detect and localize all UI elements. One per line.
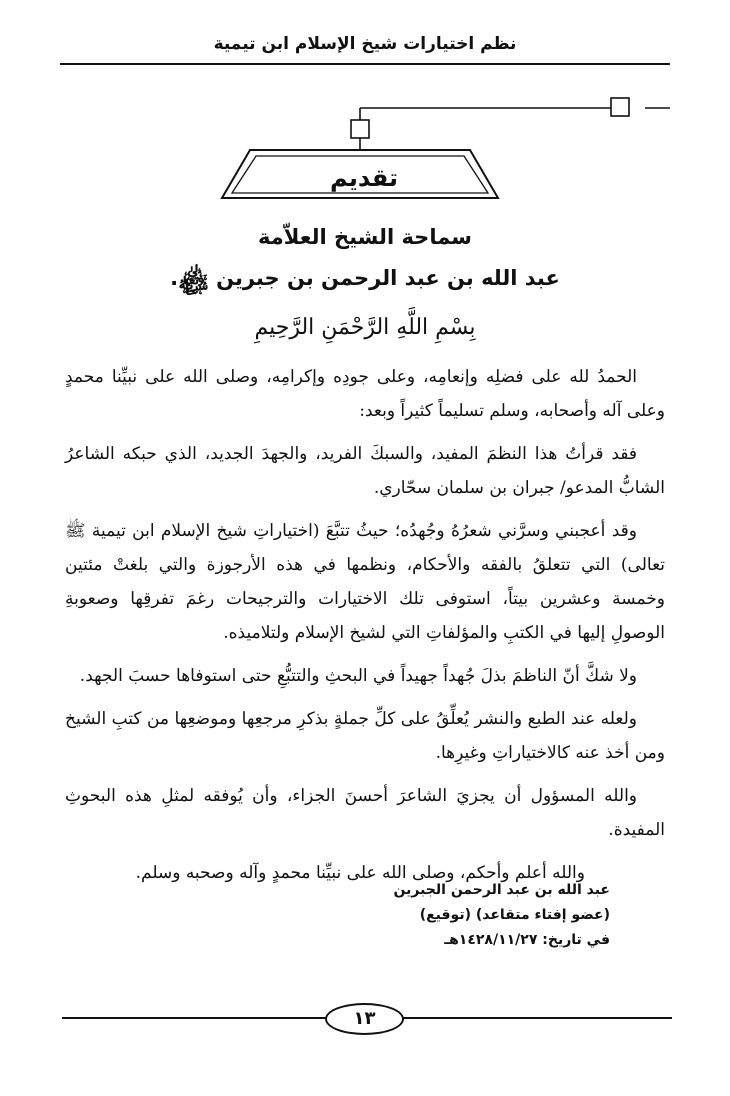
- signature-date: في تاريخ: ١٤٢٨/١١/٢٧هـ: [444, 932, 610, 948]
- signatory-name: عبد الله بن عبد الرحمن الجبرين: [393, 882, 610, 898]
- paragraph: والله المسؤول أن يجزيَ الشاعرَ أحسنَ الجزاء، وأن يُوفقه لمثلِ هذه البحوثِ المفيدة.: [65, 786, 665, 840]
- paragraph: وقد أعجبني وسرَّني شعرُهُ وجُهدُه؛ حيثُ تتبَّعَ (اختياراتِ شيخ الإسلام ابن تيمية ﷺ تعالى) التي تتعلقُ بالفقه والأحكام، ونظمها في هذه الأرجوزة والتي بلغتْ مئتين وخمسة وعشرين بيتاً، استوفى تلك الاختيارات والترجيحات رغمَ تفرقِها وصعوبةِ الوصولِ إليها في الكتبِ والمؤلفاتِ التي لشيخ الإسلام ولتلاميذه.: [65, 521, 665, 643]
- page-number: ١٣: [325, 1003, 404, 1035]
- paragraph: فقد قرأتُ هذا النظمَ المفيد، والسبكَ الفريد، والجهدَ الجديد، الذي حبكه الشاعرُ الشابُّ المدعو/ جبران بن سلمان سحّاري.: [65, 444, 665, 498]
- author-name: عبد الله بن عبد الرحمن بن جبرين ﷾.: [170, 266, 560, 290]
- body-text: [65, 360, 665, 899]
- paragraph: ولعله عند الطبع والنشر يُعلِّقُ على كلِّ جملةٍ بذكرِ مرجعِها وموضعِها من كتبِ الشيخ ومن أخذ عنه كالاختياراتِ وغيرِها.: [65, 709, 665, 763]
- paragraph: الحمدُ لله على فضلِه وإنعامِه، وعلى جودِه وإكرامِه، وصلى الله على نبيِّنا محمدٍ وعلى آله وأصحابه، وسلم تسليماً كثيراً وبعد:: [65, 367, 665, 421]
- paragraph: ولا شكَّ أنّ الناظمَ بذلَ جُهداً جهيداً في البحثِ والتتبُّعِ حتى استوفاها حسبَ الجهد.: [79, 666, 637, 686]
- author-honorific: سماحة الشيخ العلاّمة: [258, 225, 472, 249]
- running-header: نظم اختيارات شيخ الإسلام ابن تيمية: [213, 34, 517, 54]
- header-divider: [60, 63, 670, 65]
- bismillah: بِسْمِ اللَّهِ الرَّحْمَنِ الرَّحِيمِ: [254, 315, 476, 340]
- closing-line: والله أعلم وأحكم، وصلى الله على نبيِّنا محمدٍ وآله وصحبه وسلم.: [135, 863, 585, 883]
- signature-block: [250, 878, 610, 953]
- signatory-role: (عضو إفتاء متقاعد) (توقيع): [419, 907, 610, 923]
- section-title: تقديم: [330, 164, 398, 192]
